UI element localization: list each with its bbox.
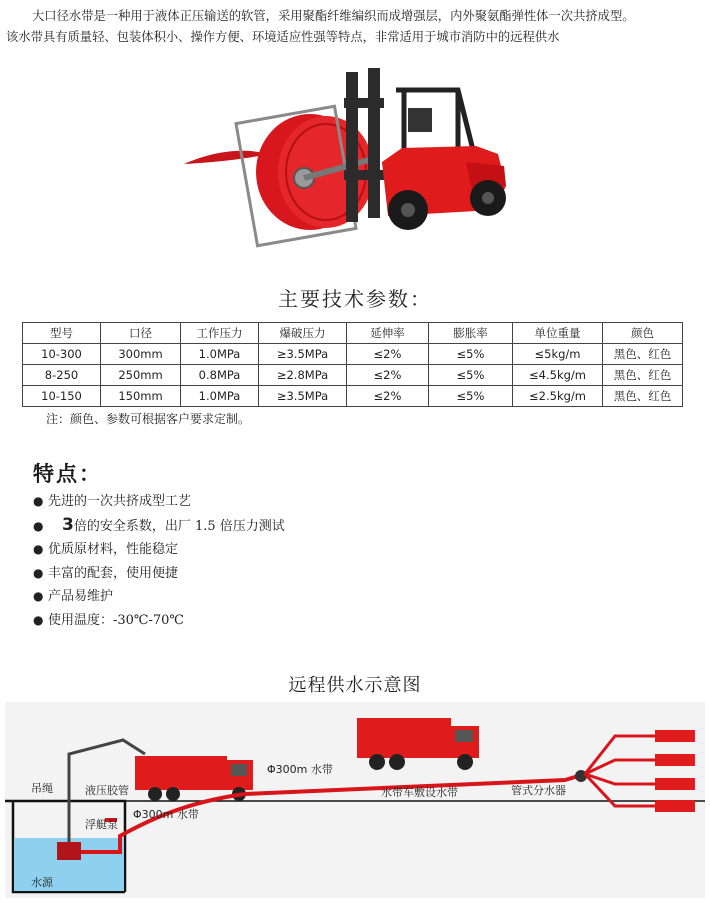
header-elongation: 延伸率: [347, 323, 429, 344]
list-item: [33, 585, 285, 609]
table-cell: ≤5%: [429, 344, 513, 365]
bullet-icon: ●: [33, 494, 44, 508]
feature-text: 倍的安全系数，出厂 1.5 倍压力测试: [73, 518, 285, 534]
intro-line-2: 该水带具有质量轻、包装体积小、操作方便、环境适应性强等特点，非常适用于城市消防中的远程供水: [6, 30, 560, 44]
feature-text: 先进的一次共挤成型工艺: [48, 494, 192, 509]
bullet-icon: ●: [33, 612, 44, 627]
header-color: 颜色: [603, 323, 683, 344]
header-expansion: 膨胀率: [429, 323, 513, 344]
safety-factor-number: 3: [62, 514, 74, 535]
table-header-row: [23, 323, 683, 344]
bullet-icon: ●: [33, 589, 44, 604]
table-cell: ≥3.5MPa: [259, 386, 347, 407]
specs-table: [22, 322, 683, 407]
bullet-icon: ●: [33, 518, 44, 533]
header-unit-weight: 单位重量: [513, 323, 603, 344]
table-cell: ≤2%: [347, 344, 429, 365]
label-rope: 吊绳: [31, 782, 53, 795]
list-item: [33, 514, 285, 539]
table-cell: 10-150: [23, 386, 101, 407]
table-cell: ≤2.5kg/m: [513, 386, 603, 407]
header-burst-pressure: 爆破压力: [259, 323, 347, 344]
list-item: [33, 562, 285, 586]
feature-text: 丰富的配套，使用便捷: [48, 565, 179, 581]
table-cell: 黑色、红色: [603, 386, 683, 407]
feature-text: 产品易维护: [48, 589, 114, 605]
features-list: [33, 490, 285, 633]
label-laying-truck: 水带车敷设水带: [381, 786, 458, 799]
list-item: [33, 490, 285, 514]
remote-water-supply-diagram: [5, 702, 705, 898]
intro-paragraph: [6, 6, 706, 48]
table-cell: 黑色、红色: [603, 365, 683, 386]
intro-line-1: 大口径水带是一种用于液体正压输送的软管，采用聚酯纤维编织而成增强层，内外聚氨酯弹性体一次共挤成型。: [32, 9, 635, 23]
table-row: [23, 344, 683, 365]
label-hydraulic-hose: 液压胶管: [85, 784, 129, 797]
specs-note: 注：颜色、参数可根据客户要求定制。: [46, 412, 251, 426]
table-cell: ≤2%: [347, 386, 429, 407]
diagram-title: 远程供水示意图: [288, 675, 422, 696]
table-row: [23, 386, 683, 407]
table-cell: 300mm: [101, 344, 181, 365]
label-hose-lower: Φ300m 水带: [133, 808, 199, 821]
float-pump-icon: [57, 842, 81, 860]
feature-text: 使用温度：-30℃-70℃: [48, 612, 184, 628]
table-cell: ≤5%: [429, 386, 513, 407]
table-cell: ≥2.8MPa: [259, 365, 347, 386]
bullet-icon: ●: [33, 542, 44, 557]
table-cell: 250mm: [101, 365, 181, 386]
specs-title: 主要技术参数：: [278, 287, 432, 311]
table-cell: ≤5%: [429, 365, 513, 386]
features-title: 特点：: [33, 462, 102, 486]
header-model: 型号: [23, 323, 101, 344]
table-cell: 150mm: [101, 386, 181, 407]
list-item: [33, 538, 285, 562]
table-cell: ≤5kg/m: [513, 344, 603, 365]
label-hose-upper: Φ300m 水带: [267, 763, 333, 776]
list-item: [33, 609, 285, 633]
bullet-icon: ●: [33, 565, 44, 580]
table-row: [23, 365, 683, 386]
table-cell: 0.8MPa: [181, 365, 259, 386]
table-cell: 1.0MPa: [181, 344, 259, 365]
header-working-pressure: 工作压力: [181, 323, 259, 344]
table-cell: ≤4.5kg/m: [513, 365, 603, 386]
table-cell: 8-250: [23, 365, 101, 386]
table-cell: ≤2%: [347, 365, 429, 386]
feature-text: 优质原材料，性能稳定: [48, 542, 179, 558]
table-cell: ≥3.5MPa: [259, 344, 347, 365]
label-water-source: 水源: [31, 876, 53, 889]
table-cell: 黑色、红色: [603, 344, 683, 365]
table-cell: 10-300: [23, 344, 101, 365]
label-float-pump: 浮艇泵: [85, 818, 118, 831]
header-diameter: 口径: [101, 323, 181, 344]
label-manifold: 管式分水器: [511, 784, 566, 797]
table-cell: 1.0MPa: [181, 386, 259, 407]
forklift-hose-reel-illustration: [176, 50, 536, 250]
